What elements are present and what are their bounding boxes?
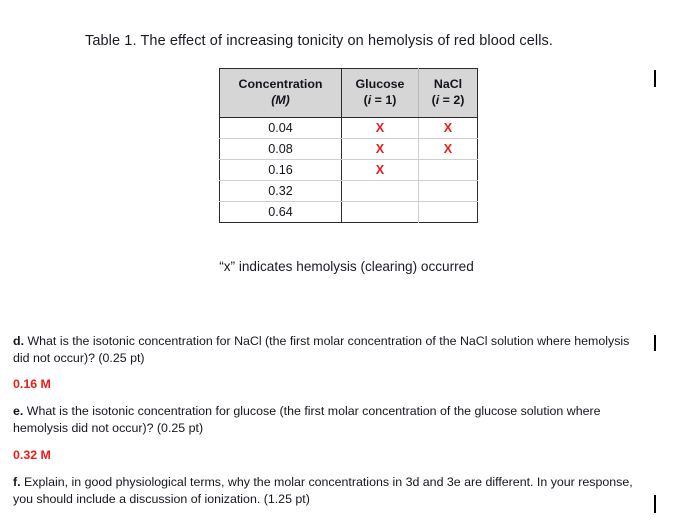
question-f-text: Explain, in good physiological terms, why the molar concentrations in 3d and 3e are different. In your response, you should include a discussion of ionization. (1.25 pt) — [13, 474, 633, 506]
question-f — [13, 474, 649, 508]
table-title: Table 1. The effect of increasing tonicity on hemolysis of red blood cells. — [85, 33, 553, 49]
column-header-nacl — [419, 69, 478, 118]
cell-concentration: 0.64 — [220, 201, 342, 222]
cell-glucose — [342, 180, 419, 201]
cell-concentration: 0.16 — [220, 159, 342, 180]
table-body — [220, 117, 478, 222]
column-header-concentration-unit: (M) — [271, 93, 290, 108]
cell-glucose — [342, 201, 419, 222]
question-f-label: f. — [13, 474, 21, 489]
column-header-glucose-line1: Glucose — [355, 77, 405, 91]
hemolysis-table-container — [219, 68, 477, 223]
cell-glucose — [342, 159, 419, 180]
cell-concentration: 0.32 — [220, 180, 342, 201]
question-d — [13, 333, 649, 367]
question-e-label: e. — [13, 404, 24, 419]
change-bar-mark — [654, 70, 656, 87]
question-e — [13, 403, 649, 437]
cell-nacl — [419, 201, 478, 222]
column-header-glucose — [342, 69, 419, 118]
answer-e: 0.32 M — [13, 447, 51, 462]
hemolysis-x-mark: X — [443, 141, 453, 156]
table-row — [220, 159, 478, 180]
cell-concentration: 0.08 — [220, 138, 342, 159]
table-header-row-group — [220, 69, 478, 118]
column-header-nacl-i-symbol: i — [435, 93, 440, 108]
question-d-label: d. — [13, 334, 25, 348]
hemolysis-x-mark: X — [375, 141, 385, 156]
table-row — [220, 180, 478, 201]
questions-block — [13, 333, 649, 517]
table-row — [220, 138, 478, 159]
cell-nacl — [419, 117, 478, 138]
answer-d: 0.16 M — [13, 377, 51, 392]
table-footnote: “x” indicates hemolysis (clearing) occurred — [219, 259, 474, 274]
cell-nacl — [419, 159, 478, 180]
cell-glucose — [342, 117, 419, 138]
column-header-nacl-paren-open: ( — [431, 93, 436, 108]
question-e-text: What is the isotonic concentration for glucose (the first molar concentration of the glucose solution where hemolysis did not occur)? (0.25 pt) — [13, 404, 601, 436]
hemolysis-x-mark: X — [443, 120, 453, 135]
table-row — [220, 201, 478, 222]
column-header-concentration-line1: Concentration — [238, 77, 323, 91]
column-header-concentration — [220, 69, 342, 118]
change-bar-mark — [654, 335, 656, 351]
column-header-nacl-i-value: = 2) — [439, 93, 465, 108]
cell-concentration: 0.04 — [220, 117, 342, 138]
hemolysis-data-table — [219, 68, 478, 223]
table-header-row — [220, 69, 478, 118]
column-header-glucose-paren-open: ( — [363, 93, 368, 108]
cell-glucose — [342, 138, 419, 159]
change-bar-mark — [654, 495, 656, 513]
table-row — [220, 117, 478, 138]
column-header-glucose-i-symbol: i — [367, 93, 372, 108]
hemolysis-x-mark: X — [375, 162, 385, 177]
column-header-nacl-line1: NaCl — [433, 77, 463, 91]
cell-nacl — [419, 180, 478, 201]
hemolysis-x-mark: X — [375, 120, 385, 135]
question-d-text: What is the isotonic concentration for NaCl (the first molar concentration of the NaCl solution where hemolysis did not occur)? (0.25 pt) — [13, 334, 630, 366]
cell-nacl — [419, 138, 478, 159]
column-header-glucose-i-value: = 1) — [371, 93, 397, 108]
